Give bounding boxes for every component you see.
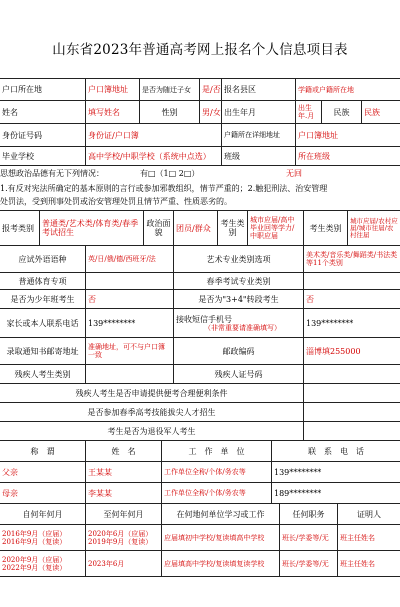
family-header-phone: 联 系 电 话	[308, 446, 364, 456]
label-veteran: 考生是否为退役军人考生	[0, 422, 304, 440]
row-veteran	[0, 422, 400, 441]
value-graduate-school: 高中学校/中职学校（系统中点选）	[86, 147, 222, 165]
value-political-status: 团员/群众	[174, 211, 218, 245]
row-name	[0, 101, 400, 124]
family-workplace: 工作单位全称/个体/务农等	[162, 483, 272, 503]
value-disability-cert	[304, 365, 400, 383]
family-phone: 189********	[274, 488, 322, 498]
label-registration-county: 报名县区	[222, 79, 296, 100]
resume-duty: 班长/学委等/无	[280, 525, 338, 550]
row-spring-talent	[0, 403, 400, 422]
value-veteran	[304, 422, 400, 440]
value-name: 填写姓名	[86, 101, 140, 123]
label-household-address: 户籍所在详细地址	[222, 124, 296, 146]
value-disability-facilitation	[304, 384, 400, 402]
label-disability-facilitation: 残疾人考生是否申请提供便考合理便利条件	[0, 384, 304, 402]
value-class: 所在班级	[298, 151, 330, 161]
sms-phone-warning: （非常重要请准确填写）	[204, 323, 281, 332]
row-disability-facilitation	[0, 384, 400, 403]
row-school	[0, 147, 400, 166]
value-disability-type	[86, 365, 174, 383]
value-art-specialty: 美术类/音乐类/舞蹈类/书法类等11个类别	[306, 251, 398, 267]
resume-header-from: 自何年何月	[0, 504, 86, 524]
label-id-number: 身份证号码	[0, 124, 86, 146]
resume-row	[0, 525, 400, 551]
value-gender: 男/女	[200, 101, 222, 123]
label-sms-phone: 接收短信手机号	[176, 314, 232, 324]
label-class: 班级	[222, 147, 296, 165]
value-3plus4-transfer: 否	[306, 294, 314, 304]
row-categories	[0, 211, 400, 246]
value-mail-address: 准确地址，可不与户口簿一致	[86, 338, 174, 364]
label-candidate-type: 考生类别	[218, 211, 248, 245]
row-conduct-detail-2	[0, 196, 400, 211]
label-migrant-child: 是否为随迁子女	[140, 79, 200, 100]
row-mail	[0, 338, 400, 365]
resume-header-place: 在何地何单位学习或工作	[162, 504, 280, 524]
label-spring-major: 春季考试专业类别	[174, 273, 304, 289]
resume-header-duty: 任何职务	[280, 504, 338, 524]
value-birth-date: 出生年.月	[296, 101, 322, 123]
value-ethnicity: 民族	[364, 107, 380, 117]
resume-duty: 班长/学委等/无	[280, 551, 338, 576]
family-workplace: 工作单位全称/个体/务农等	[162, 462, 272, 482]
label-political-status: 政治面貌	[144, 211, 174, 245]
row-juvenile-34	[0, 290, 400, 309]
label-disability-cert: 残疾人证号码	[174, 365, 304, 383]
value-exam-category: 普通类/艺术类/体育类/春季考试招生	[40, 211, 144, 245]
row-household	[0, 78, 400, 101]
value-juvenile-class: 否	[86, 290, 174, 308]
family-name: 李某某	[86, 483, 162, 503]
resume-to: 2023年6月	[86, 551, 162, 576]
value-candidate-type: 城市应届/高中毕业回等学力/中职应届	[248, 211, 304, 245]
value-postal-code: 淄博填255000	[306, 346, 361, 356]
family-relation: 母亲	[0, 483, 86, 503]
row-conduct-question	[0, 166, 400, 182]
value-candidate-category: 城市应届/农村应届/城市往届/农村往届	[350, 216, 398, 239]
value-migrant-child: 是/否	[200, 79, 222, 100]
resume-from: 2016年9月（应届） 2016年9月（复读）	[0, 525, 86, 550]
row-contact	[0, 309, 400, 338]
family-row	[0, 483, 400, 504]
label-3plus4-transfer: 是否为"3+4"转段考生	[174, 290, 304, 308]
label-birth-date: 出生年月	[222, 101, 296, 123]
value-household-location: 户口簿地址	[86, 79, 140, 100]
label-gender: 性别	[140, 101, 200, 123]
row-id	[0, 124, 400, 147]
value-spring-major	[304, 273, 400, 289]
family-phone: 139********	[274, 467, 322, 477]
label-candidate-category: 考生类别	[304, 211, 348, 245]
family-row	[0, 462, 400, 483]
conduct-detail-line-1: 1.有反对宪法所确定的基本原则的言行或参加邪教组织，情节严重的；2.触犯刑法、治安管理	[0, 184, 328, 193]
label-juvenile-class: 是否为少年班考生	[0, 290, 86, 308]
value-id-number: 身份证/户口簿	[86, 124, 222, 146]
label-name: 姓名	[0, 101, 86, 123]
value-sms-phone: 139********	[306, 318, 354, 328]
resume-header-to: 至何年何月	[86, 504, 162, 524]
value-spring-talent	[304, 403, 400, 421]
option-conduct-none: 无回	[286, 169, 302, 178]
resume-header-row	[0, 504, 400, 525]
label-graduate-school: 毕业学校	[0, 147, 86, 165]
label-exam-category: 报考类别	[0, 211, 40, 245]
row-sports-spring	[0, 273, 400, 290]
family-header-workplace: 工 作 单 位	[162, 441, 272, 461]
label-sports-specialty: 普通体育专项	[0, 273, 86, 289]
family-name: 王某某	[86, 462, 162, 482]
label-conduct-question: 思想政治品德有无下列情况：	[0, 169, 104, 178]
label-art-specialty: 艺术专业类别选项	[174, 246, 304, 272]
form-sheet	[0, 78, 400, 577]
family-header-relation: 称 谓	[0, 441, 86, 461]
label-mail-address: 录取通知书邮寄地址	[0, 338, 86, 364]
resume-witness: 班主任姓名	[340, 559, 375, 568]
label-disability-type: 残疾人考生类别	[0, 365, 86, 383]
label-household-location: 户口所在地	[0, 79, 86, 100]
conduct-detail-line-2: 处罚法，受到刑事处罚或治安管理处罚且情节严重、性质恶劣的。	[0, 197, 232, 206]
resume-row	[0, 551, 400, 577]
resume-place: 应届填初中学校/复读填高中学校	[162, 525, 280, 550]
resume-from: 2020年9月（应届） 2022年9月（复读）	[0, 551, 86, 576]
label-postal-code: 邮政编码	[174, 338, 304, 364]
form-title: 山东省2023年普通高考网上报名个人信息项目表	[52, 42, 348, 58]
resume-header-witness: 证明人	[357, 509, 381, 519]
row-conduct-detail-1	[0, 182, 400, 196]
family-header-row	[0, 441, 400, 462]
value-sports-specialty	[86, 273, 174, 289]
label-spring-talent: 是否参加春季高考技能拔尖人才招生	[0, 403, 304, 421]
value-registration-county: 学籍或户籍所在地	[298, 85, 354, 94]
label-contact-phone: 家长或本人联系电话	[0, 309, 86, 337]
row-disability	[0, 365, 400, 384]
resume-place: 应届填高中学校/复读填复读学校	[162, 551, 280, 576]
value-household-address: 户口簿地址	[298, 130, 338, 140]
label-foreign-language: 应试外语语种	[0, 246, 86, 272]
row-language-art	[0, 246, 400, 273]
value-contact-phone: 139********	[86, 309, 174, 337]
family-header-name: 姓 名	[86, 441, 162, 461]
sms-phone-label-group	[174, 309, 304, 337]
value-foreign-language: 英/日/俄/德/西班牙/法	[86, 246, 174, 272]
label-ethnicity: 民族	[322, 101, 362, 123]
family-relation: 父亲	[0, 462, 86, 482]
resume-witness: 班主任姓名	[340, 533, 375, 542]
resume-to: 2020年6月（应届） 2019年9月（复读）	[86, 525, 162, 550]
option-conduct-yes: 有□（1□ 2□）	[140, 169, 200, 178]
